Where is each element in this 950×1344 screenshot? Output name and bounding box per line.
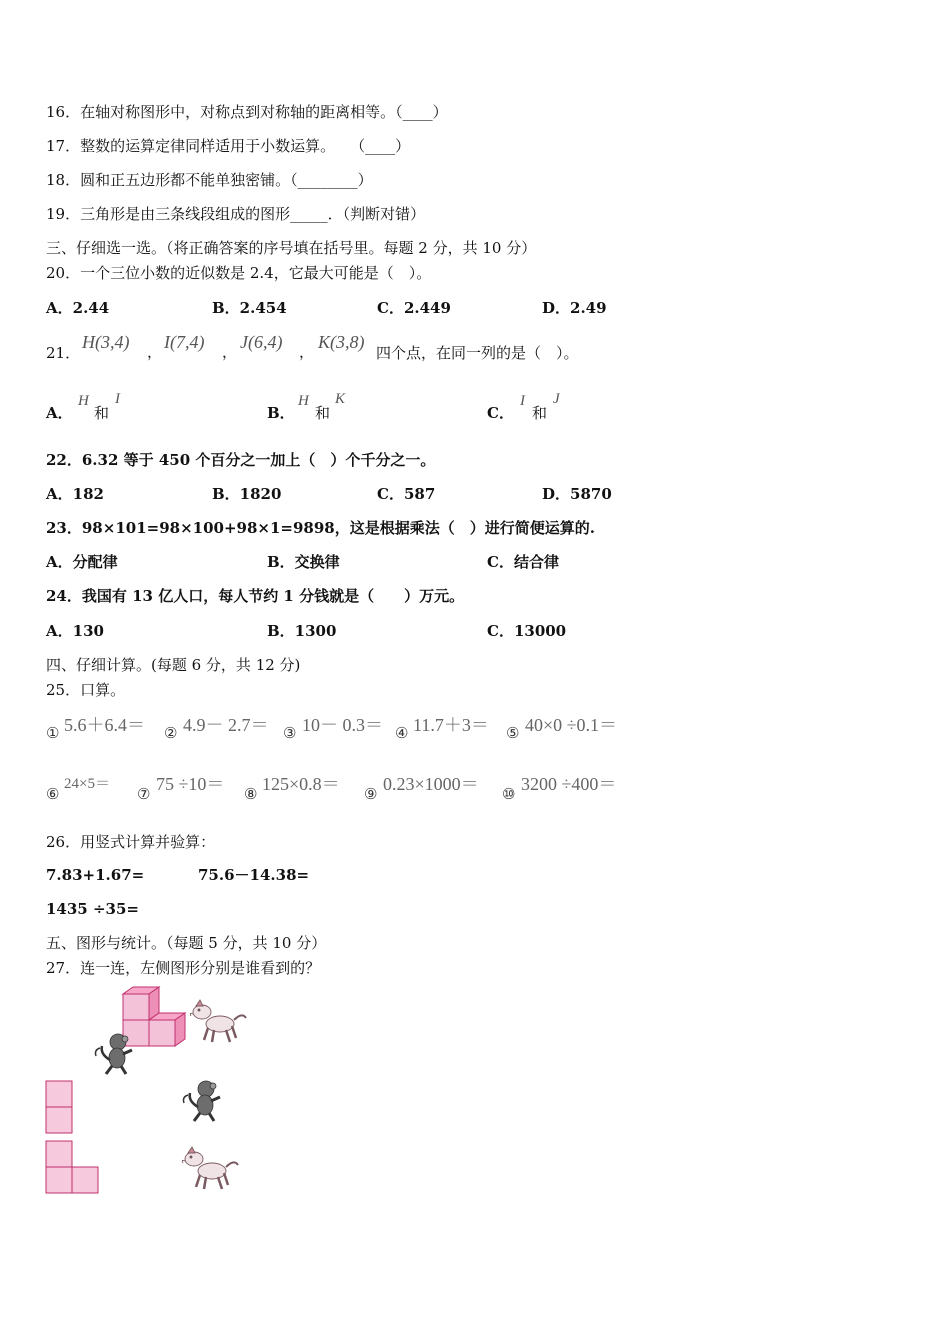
point-k: K(3,8) xyxy=(318,332,365,352)
question-19: 19．三角形是由三条线段组成的图形_____．（判断对错） xyxy=(46,205,426,223)
calc-8-number: ⑧ xyxy=(244,785,258,803)
monkey-viewer-icon xyxy=(180,1077,228,1125)
calc-10-number: ⑩ xyxy=(502,785,516,803)
point-h: H(3,4) xyxy=(82,332,130,352)
calc-7-number: ⑦ xyxy=(137,785,151,803)
q22-option-c: C．587 xyxy=(377,485,436,503)
question-17: 17．整数的运算定律同样适用于小数运算。 （____） xyxy=(46,137,411,155)
q21-option-a-p1: H xyxy=(78,393,89,409)
vertical-calc-3: 1435 ÷35= xyxy=(46,900,139,918)
calc-3-expr: 10－ 0.3＝ xyxy=(302,715,383,735)
view-shape-two-stacked xyxy=(45,1080,75,1136)
section-3-heading: 三、仔细选一选。（将正确答案的序号填在括号里。每题 2 分，共 10 分） xyxy=(46,239,537,257)
comma-1: ， xyxy=(147,343,163,361)
calc-9-number: ⑨ xyxy=(364,785,378,803)
view-shape-l xyxy=(45,1140,101,1196)
point-j: J(6,4) xyxy=(240,332,283,352)
q21-option-b-p1: H xyxy=(298,393,309,409)
question-25-stem: 25．口算。 xyxy=(46,681,126,699)
section-5-heading: 五、图形与统计。（每题 5 分，共 10 分） xyxy=(46,934,327,952)
question-23-stem: 23．98×101=98×100+98×1=9898，这是根据乘法（ ）进行简便运算的. xyxy=(46,519,595,537)
q20-option-b: B．2.454 xyxy=(212,299,287,317)
calc-10-expr: 3200 ÷400＝ xyxy=(521,774,617,794)
calc-2-number: ② xyxy=(164,724,178,742)
q21-option-c-and: 和 xyxy=(532,404,548,422)
calc-1-expr: 5.6＋6.4＝ xyxy=(64,715,145,735)
calc-7-expr: 75 ÷10＝ xyxy=(156,774,225,794)
section-4-heading: 四、仔细计算。(每题 6 分，共 12 分) xyxy=(46,656,301,674)
question-21-number: 21． xyxy=(46,344,81,362)
comma-2: ， xyxy=(222,343,238,361)
q23-option-a: A．分配律 xyxy=(46,553,118,571)
q20-option-a: A．2.44 xyxy=(46,299,110,317)
monkey-icon xyxy=(92,1030,140,1078)
q24-option-a: A．130 xyxy=(46,622,104,640)
q22-option-d: D．5870 xyxy=(542,485,612,503)
dog-icon xyxy=(188,998,250,1046)
q21-option-c-label: C． xyxy=(487,404,514,422)
q20-option-c: C．2.449 xyxy=(377,299,451,317)
q21-option-b-and: 和 xyxy=(315,404,331,422)
q21-option-a-label: A． xyxy=(46,404,73,422)
calc-6-number: ⑥ xyxy=(46,785,60,803)
calc-4-number: ④ xyxy=(395,724,409,742)
q21-option-b-p2: K xyxy=(335,391,346,407)
question-26-stem: 26．用竖式计算并验算： xyxy=(46,833,216,851)
dog-viewer-icon xyxy=(180,1145,242,1193)
question-24-stem: 24．我国有 13 亿人口，每人节约 1 分钱就是（ ）万元。 xyxy=(46,587,465,605)
q23-option-c: C．结合律 xyxy=(487,553,559,571)
calc-3-number: ③ xyxy=(283,724,297,742)
q21-option-b-label: B． xyxy=(267,404,295,422)
vertical-calc-1: 7.83+1.67= xyxy=(46,866,145,884)
q23-option-b: B．交换律 xyxy=(267,553,340,571)
q22-option-a: A．182 xyxy=(46,485,104,503)
calc-6-expr: 24×5＝ xyxy=(64,776,110,792)
calc-2-expr: 4.9－ 2.7＝ xyxy=(183,715,269,735)
q21-option-c-p2: J xyxy=(553,391,560,407)
q22-option-b: B．1820 xyxy=(212,485,282,503)
q20-option-d: D．2.49 xyxy=(542,299,607,317)
q21-option-c-p1: I xyxy=(520,393,525,409)
calc-9-expr: 0.23×1000＝ xyxy=(383,774,479,794)
q24-option-c: C．13000 xyxy=(487,622,567,640)
q21-option-a-p2: I xyxy=(115,391,120,407)
question-27-stem: 27．连一连，左侧图形分别是谁看到的？ xyxy=(46,959,321,977)
q24-option-b: B．1300 xyxy=(267,622,337,640)
calc-4-expr: 11.7＋3＝ xyxy=(413,715,489,735)
question-18: 18．圆和正五边形都不能单独密铺。（________） xyxy=(46,171,373,189)
calc-5-number: ⑤ xyxy=(506,724,520,742)
calc-8-expr: 125×0.8＝ xyxy=(262,774,340,794)
question-16: 16．在轴对称图形中，对称点到对称轴的距离相等。（____） xyxy=(46,103,448,121)
vertical-calc-2: 75.6－14.38= xyxy=(198,866,310,884)
question-22-stem: 22．6.32 等于 450 个百分之一加上（ ）个千分之一。 xyxy=(46,451,436,469)
comma-3: ， xyxy=(299,343,315,361)
question-21-tail: 四个点，在同一列的是（ ）。 xyxy=(376,344,579,362)
point-i: I(7,4) xyxy=(164,332,205,352)
calc-1-number: ① xyxy=(46,724,60,742)
q21-option-a-and: 和 xyxy=(94,404,110,422)
calc-5-expr: 40×0 ÷0.1＝ xyxy=(525,715,618,735)
question-20-stem: 20．一个三位小数的近似数是 2.4，它最大可能是（ ）。 xyxy=(46,264,432,282)
